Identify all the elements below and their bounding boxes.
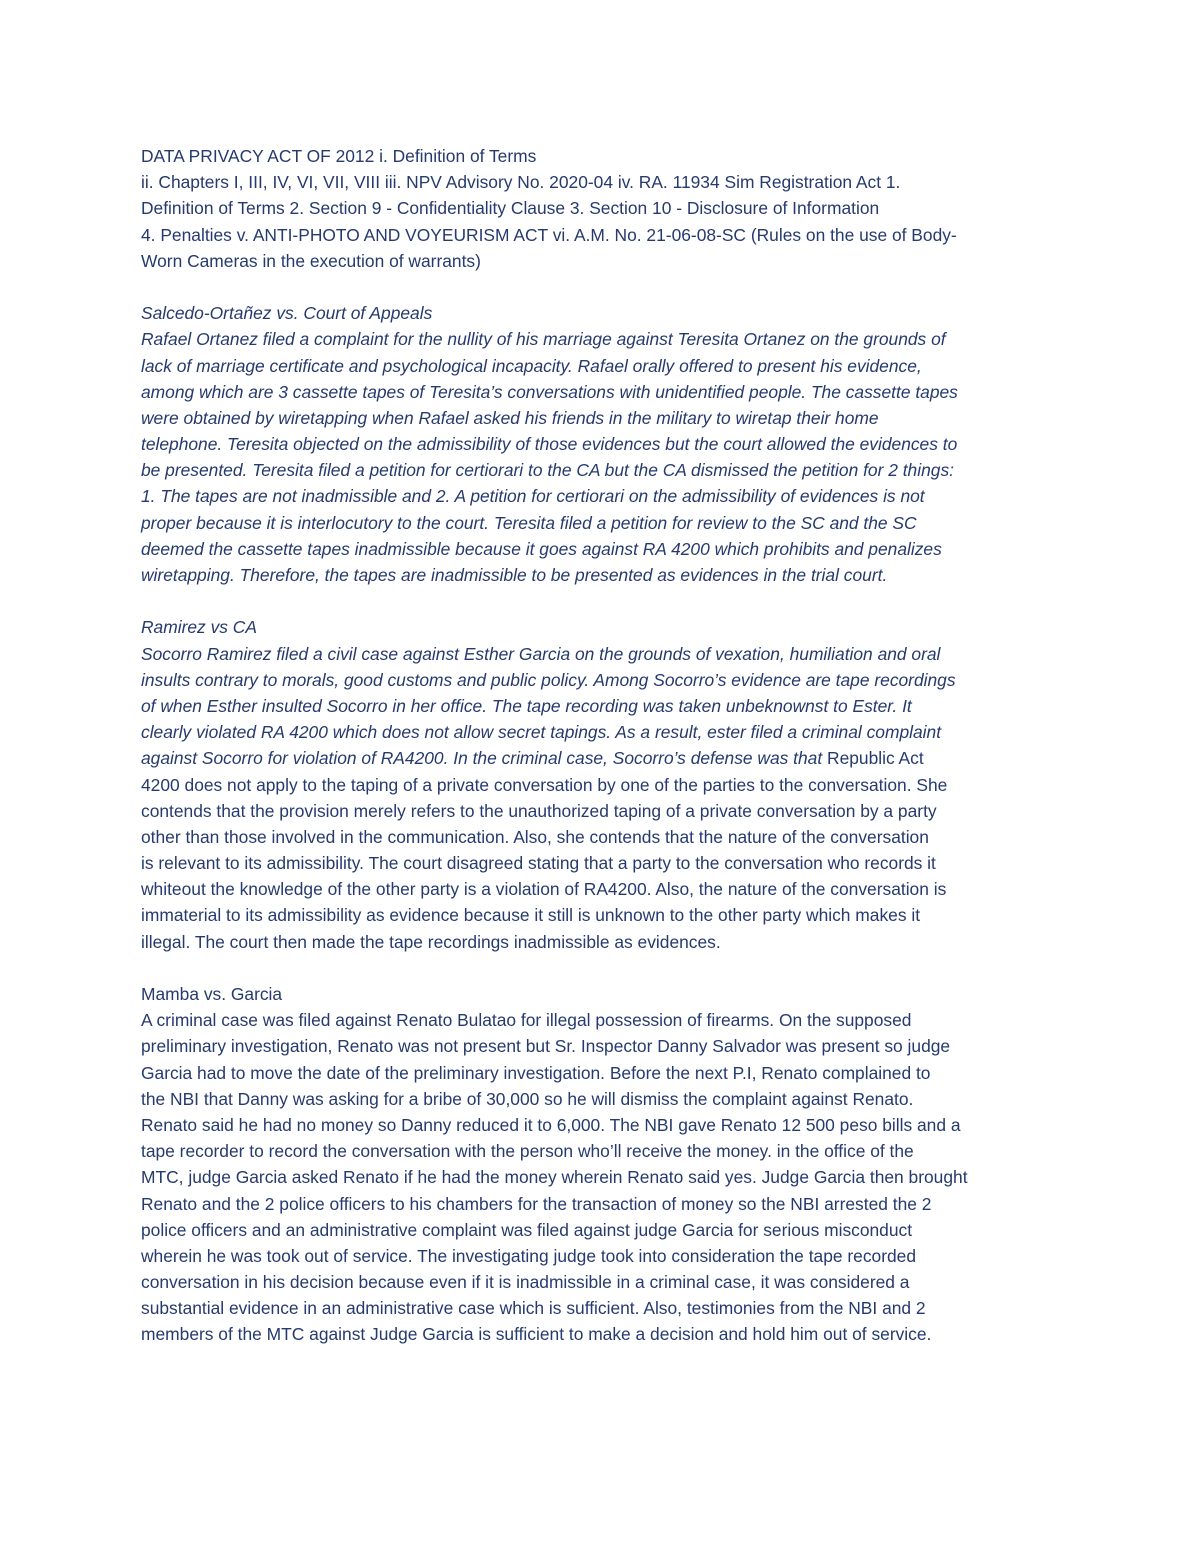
case-text-line: substantial evidence in an administrative case which is sufficient. Also, testimonies from the NBI and 2: [141, 1298, 926, 1319]
case-text-line: other than those involved in the communication. Also, she contends that the nature of the conversation: [141, 826, 929, 847]
case-title: Ramirez vs CA: [141, 617, 257, 638]
case-text-line: whiteout the knowledge of the other party is a violation of RA4200. Also, the nature of the conversation is: [141, 879, 947, 900]
case-text-normal-part: Republic Act: [822, 748, 924, 769]
case-text-line: Socorro Ramirez filed a civil case against Esther Garcia on the grounds of vexation, humiliation and oral: [141, 643, 941, 664]
case-text-line: the NBI that Danny was asking for a bribe of 30,000 so he will dismiss the complaint against Renato.: [141, 1088, 914, 1109]
case-text-line: lack of marriage certificate and psychological incapacity. Rafael orally offered to present his evidence,: [141, 355, 922, 376]
case-text-line: proper because it is interlocutory to the court. Teresita filed a petition for review to the SC and the SC: [141, 512, 917, 533]
case-ramirez: [141, 614, 1076, 954]
outline-line: 4. Penalties v. ANTI-PHOTO AND VOYEURISM ACT vi. A.M. No. 21-06-08-SC (Rules on the use of Body-: [141, 224, 957, 245]
case-text-line: among which are 3 cassette tapes of Teresita’s conversations with unidentified people. The cassette tapes: [141, 381, 958, 402]
case-text-line: illegal. The court then made the tape recordings inadmissible as evidences.: [141, 931, 721, 952]
case-mamba: [141, 981, 1076, 1348]
outline-section: [141, 143, 1076, 274]
case-text-line: members of the MTC against Judge Garcia is sufficient to make a decision and hold him out of service.: [141, 1324, 932, 1345]
case-text-line: be presented. Teresita filed a petition for certiorari to the CA but the CA dismissed the petition for 2 things:: [141, 460, 954, 481]
case-title: Salcedo-Ortañez vs. Court of Appeals: [141, 303, 433, 324]
case-text-line-mixed: [141, 745, 1076, 771]
document-body: [141, 143, 1076, 1348]
outline-line: ii. Chapters I, III, IV, VI, VII, VIII iii. NPV Advisory No. 2020-04 iv. RA. 11934 Sim Registration Act 1.: [141, 172, 901, 193]
case-text-line: Garcia had to move the date of the preliminary investigation. Before the next P.I, Renato complained to: [141, 1062, 931, 1083]
outline-line: DATA PRIVACY ACT OF 2012 i. Definition of Terms: [141, 146, 537, 166]
case-text-line: MTC, judge Garcia asked Renato if he had the money wherein Renato said yes. Judge Garcia then brought: [141, 1167, 968, 1188]
case-text-line: 4200 does not apply to the taping of a private conversation by one of the parties to the conversation. She: [141, 774, 948, 795]
case-text-line: contends that the provision merely refers to the unauthorized taping of a private conversation by a party: [141, 800, 937, 821]
case-text-line: tape recorder to record the conversation with the person who’ll receive the money. in the office of the: [141, 1141, 914, 1162]
case-text-line: is relevant to its admissibility. The court disagreed stating that a party to the conversation who records it: [141, 853, 936, 874]
case-text-italic-part: against Socorro for violation of RA4200. In the criminal case, Socorro’s defense was that: [141, 748, 823, 769]
case-text-line: conversation in his decision because even if it is inadmissible in a criminal case, it was considered a: [141, 1272, 910, 1293]
case-text-line: 1. The tapes are not inadmissible and 2. A petition for certiorari on the admissibility of evidences is not: [141, 486, 925, 507]
case-title: Mamba vs. Garcia: [141, 984, 283, 1004]
case-text-line: clearly violated RA 4200 which does not allow secret tapings. As a result, ester filed a criminal complaint: [141, 722, 942, 743]
case-salcedo-ortanez: [141, 300, 1076, 588]
case-text-line: of when Esther insulted Socorro in her office. The tape recording was taken unbeknownst to Ester. It: [141, 695, 912, 716]
case-text-line: Rafael Ortanez filed a complaint for the nullity of his marriage against Teresita Ortanez on the grounds of: [141, 329, 946, 350]
case-text-line: telephone. Teresita objected on the admissibility of those evidences but the court allowed the evidences to: [141, 434, 958, 455]
outline-line: Worn Cameras in the execution of warrants): [141, 250, 481, 271]
case-text-line: wherein he was took out of service. The investigating judge took into consideration the tape recorded: [141, 1245, 917, 1266]
case-text-line: insults contrary to morals, good customs and public policy. Among Socorro’s evidence are tape recordings: [141, 669, 956, 690]
outline-line: Definition of Terms 2. Section 9 - Confidentiality Clause 3. Section 10 - Disclosure of Information: [141, 198, 880, 219]
case-text-line: police officers and an administrative complaint was filed against judge Garcia for serious misconduct: [141, 1219, 913, 1240]
case-text-line: deemed the cassette tapes inadmissible because it goes against RA 4200 which prohibits and penalizes: [141, 538, 942, 559]
case-text-line: were obtained by wiretapping when Rafael asked his friends in the military to wiretap their home: [141, 407, 879, 428]
case-text-line: preliminary investigation, Renato was not present but Sr. Inspector Danny Salvador was present so judge: [141, 1036, 951, 1057]
case-text-line: immaterial to its admissibility as evidence because it still is unknown to the other party which makes it: [141, 905, 921, 926]
case-text-line: A criminal case was filed against Renato Bulatao for illegal possession of firearms. On the supposed: [141, 1010, 912, 1031]
case-text-line: Renato and the 2 police officers to his chambers for the transaction of money so the NBI arrested the 2: [141, 1193, 932, 1214]
case-text-line: wiretapping. Therefore, the tapes are inadmissible to be presented as evidences in the trial court.: [141, 565, 888, 585]
case-text-line: Renato said he had no money so Danny reduced it to 6,000. The NBI gave Renato 12 500 peso bills and a: [141, 1114, 961, 1135]
